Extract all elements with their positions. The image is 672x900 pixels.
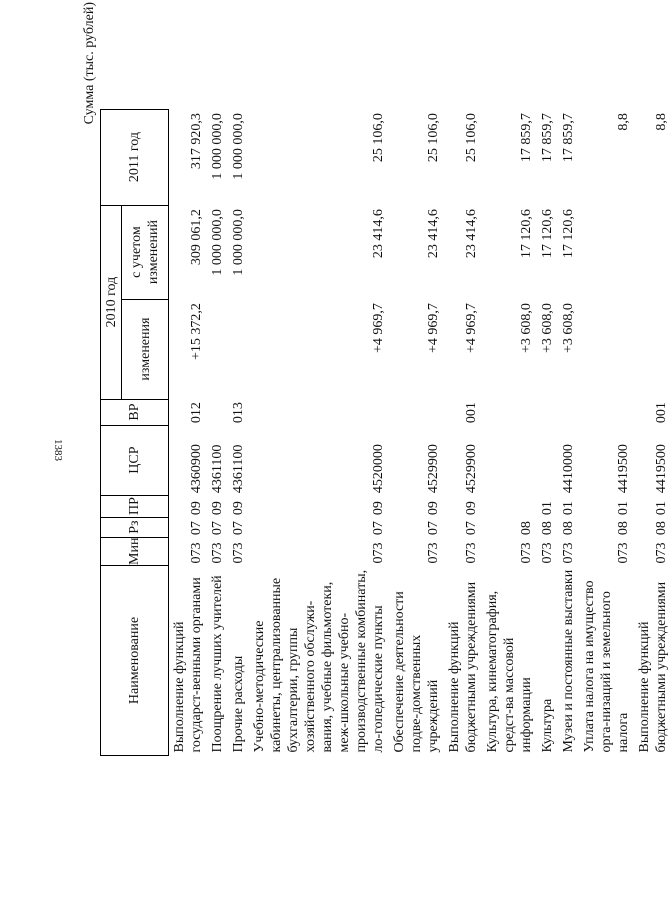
header-pr: ПР xyxy=(101,495,169,517)
header-with-changes: с учетом изменений xyxy=(122,205,169,299)
cell-rz: 07 xyxy=(371,521,386,536)
cell-changes: +3 608,0 xyxy=(519,303,534,353)
cell-total xyxy=(579,205,634,299)
header-2010: 2010 год xyxy=(101,205,122,399)
cell-csr: 4419500 xyxy=(616,444,631,494)
unit-caption: Сумма (тыс. рублей) xyxy=(82,2,97,125)
cell-min: 073 xyxy=(561,542,576,564)
cell-total: 309 061,2 xyxy=(189,209,204,266)
cell-pr: 01 xyxy=(654,501,669,516)
cell-csr: 4419500 xyxy=(654,444,669,494)
cell-changes: +4 969,7 xyxy=(464,303,479,353)
cell-name: Уплата налога на имущество орга-низаций и земельного налога xyxy=(582,580,631,753)
cell-name: Выполнение функций бюджетными учреждениями xyxy=(447,581,479,753)
cell-changes xyxy=(228,299,249,399)
cell-rz: 07 xyxy=(189,521,204,536)
cell-changes: +4 969,7 xyxy=(371,303,386,353)
table-row xyxy=(444,109,482,755)
cell-pr: 09 xyxy=(426,501,441,516)
cell-min: 073 xyxy=(426,542,441,564)
cell-y2011: 1 000 000,0 xyxy=(210,113,225,180)
cell-min: 073 xyxy=(371,542,386,564)
cell-csr: 4361100 xyxy=(210,444,225,494)
cell-vr xyxy=(558,399,579,425)
cell-vr: 001 xyxy=(654,402,669,424)
cell-csr: 4360900 xyxy=(189,444,204,494)
cell-y2011: 1 000 000,0 xyxy=(231,113,246,180)
cell-changes xyxy=(579,299,634,399)
cell-vr xyxy=(389,399,444,425)
cell-total: 17 120,6 xyxy=(540,209,555,259)
cell-changes: +15 372,2 xyxy=(189,303,204,360)
cell-y2011: 17 859,7 xyxy=(519,113,534,163)
table-row xyxy=(482,109,537,755)
cell-min: 073 xyxy=(210,542,225,564)
cell-name: Культура xyxy=(540,698,555,753)
cell-min: 073 xyxy=(654,542,669,564)
cell-vr xyxy=(537,399,558,425)
cell-csr: 4361100 xyxy=(231,444,246,494)
cell-changes: +3 608,0 xyxy=(540,303,555,353)
cell-total: 23 414,6 xyxy=(464,209,479,259)
cell-y2011: 8,8 xyxy=(616,113,631,131)
cell-csr: 4520000 xyxy=(371,444,386,494)
table-row xyxy=(207,109,228,755)
table-row xyxy=(558,109,579,755)
cell-vr: 001 xyxy=(464,402,479,424)
cell-pr xyxy=(482,495,537,517)
cell-name: Учебно-методические кабинеты, централизованные бухгалтерии, группы хозяйственного обслужи-вания, учебные фильмотеки, меж-школьные учебно-производственные комбинаты, ло-гопедические пункты xyxy=(252,569,386,753)
cell-y2011: 25 106,0 xyxy=(464,113,479,163)
cell-pr: 09 xyxy=(231,501,246,516)
cell-pr: 09 xyxy=(371,501,386,516)
cell-rz: 07 xyxy=(426,521,441,536)
cell-name: Культура, кинематография, средст-ва массовой информации xyxy=(485,590,534,753)
cell-min: 073 xyxy=(231,542,246,564)
table-row xyxy=(228,109,249,755)
cell-y2011: 8,8 xyxy=(654,113,669,131)
cell-rz: 08 xyxy=(519,521,534,536)
cell-vr: 012 xyxy=(189,402,204,424)
cell-pr: 09 xyxy=(464,501,479,516)
cell-csr: 4529900 xyxy=(426,444,441,494)
cell-min: 073 xyxy=(464,542,479,564)
header-csr: ЦСР xyxy=(101,425,169,495)
cell-pr: 01 xyxy=(616,501,631,516)
cell-y2011: 25 106,0 xyxy=(426,113,441,163)
cell-rz: 07 xyxy=(231,521,246,536)
cell-total xyxy=(634,205,672,299)
cell-pr: 01 xyxy=(561,501,576,516)
cell-vr: 013 xyxy=(231,402,246,424)
table-body xyxy=(169,109,672,755)
cell-rz: 07 xyxy=(210,521,225,536)
cell-name: Прочие расходы xyxy=(231,655,246,753)
cell-rz: 07 xyxy=(464,521,479,536)
cell-total: 1 000 000,0 xyxy=(231,209,246,276)
budget-table xyxy=(100,109,672,756)
cell-total: 17 120,6 xyxy=(561,209,576,259)
cell-total: 23 414,6 xyxy=(371,209,386,259)
table-row xyxy=(389,109,444,755)
header-rz: Рз xyxy=(101,517,169,537)
cell-min: 073 xyxy=(616,542,631,564)
header-2011: 2011 год xyxy=(101,109,169,205)
cell-csr xyxy=(482,425,537,495)
cell-y2011: 17 859,7 xyxy=(561,113,576,163)
cell-min: 073 xyxy=(189,542,204,564)
cell-y2011: 25 106,0 xyxy=(371,113,386,163)
cell-name: Поощрение лучших учителей xyxy=(210,575,225,753)
cell-vr xyxy=(482,399,537,425)
cell-csr: 4410000 xyxy=(561,444,576,494)
page-number: 1383 xyxy=(52,439,64,461)
cell-csr xyxy=(537,425,558,495)
cell-min: 073 xyxy=(519,542,534,564)
cell-changes xyxy=(634,299,672,399)
cell-rz: 08 xyxy=(540,521,555,536)
cell-name: Выполнение функций бюджетными учреждениями xyxy=(637,581,669,753)
cell-total: 23 414,6 xyxy=(426,209,441,259)
cell-y2011: 17 859,7 xyxy=(540,113,555,163)
cell-csr: 4529900 xyxy=(464,444,479,494)
cell-changes xyxy=(207,299,228,399)
cell-name: Выполнение функций государст-венными органами xyxy=(172,577,204,753)
table-row xyxy=(169,109,208,755)
cell-min: 073 xyxy=(540,542,555,564)
cell-pr: 09 xyxy=(189,501,204,516)
header-vr: ВР xyxy=(101,399,169,425)
table-row xyxy=(634,109,672,755)
cell-vr xyxy=(579,399,634,425)
header-name: Наименование xyxy=(101,566,169,756)
cell-pr: 01 xyxy=(540,501,555,516)
header-min: Мин xyxy=(101,537,169,565)
header-changes: изменения xyxy=(122,299,169,399)
table-row xyxy=(579,109,634,755)
cell-name: Музеи и постоянные выставки xyxy=(561,569,576,753)
cell-y2011: 317 920,3 xyxy=(189,113,204,170)
table-row xyxy=(537,109,558,755)
table-row xyxy=(249,109,389,755)
cell-pr: 09 xyxy=(210,501,225,516)
cell-rz: 08 xyxy=(616,521,631,536)
cell-rz: 08 xyxy=(654,521,669,536)
cell-total: 17 120,6 xyxy=(519,209,534,259)
cell-total: 1 000 000,0 xyxy=(210,209,225,276)
cell-changes: +3 608,0 xyxy=(561,303,576,353)
cell-vr xyxy=(249,399,389,425)
rotated-page-content xyxy=(82,0,669,756)
cell-rz: 08 xyxy=(561,521,576,536)
cell-changes: +4 969,7 xyxy=(426,303,441,353)
cell-vr xyxy=(207,399,228,425)
cell-name: Обеспечение деятельности подве-домственных учреждений xyxy=(392,591,441,753)
